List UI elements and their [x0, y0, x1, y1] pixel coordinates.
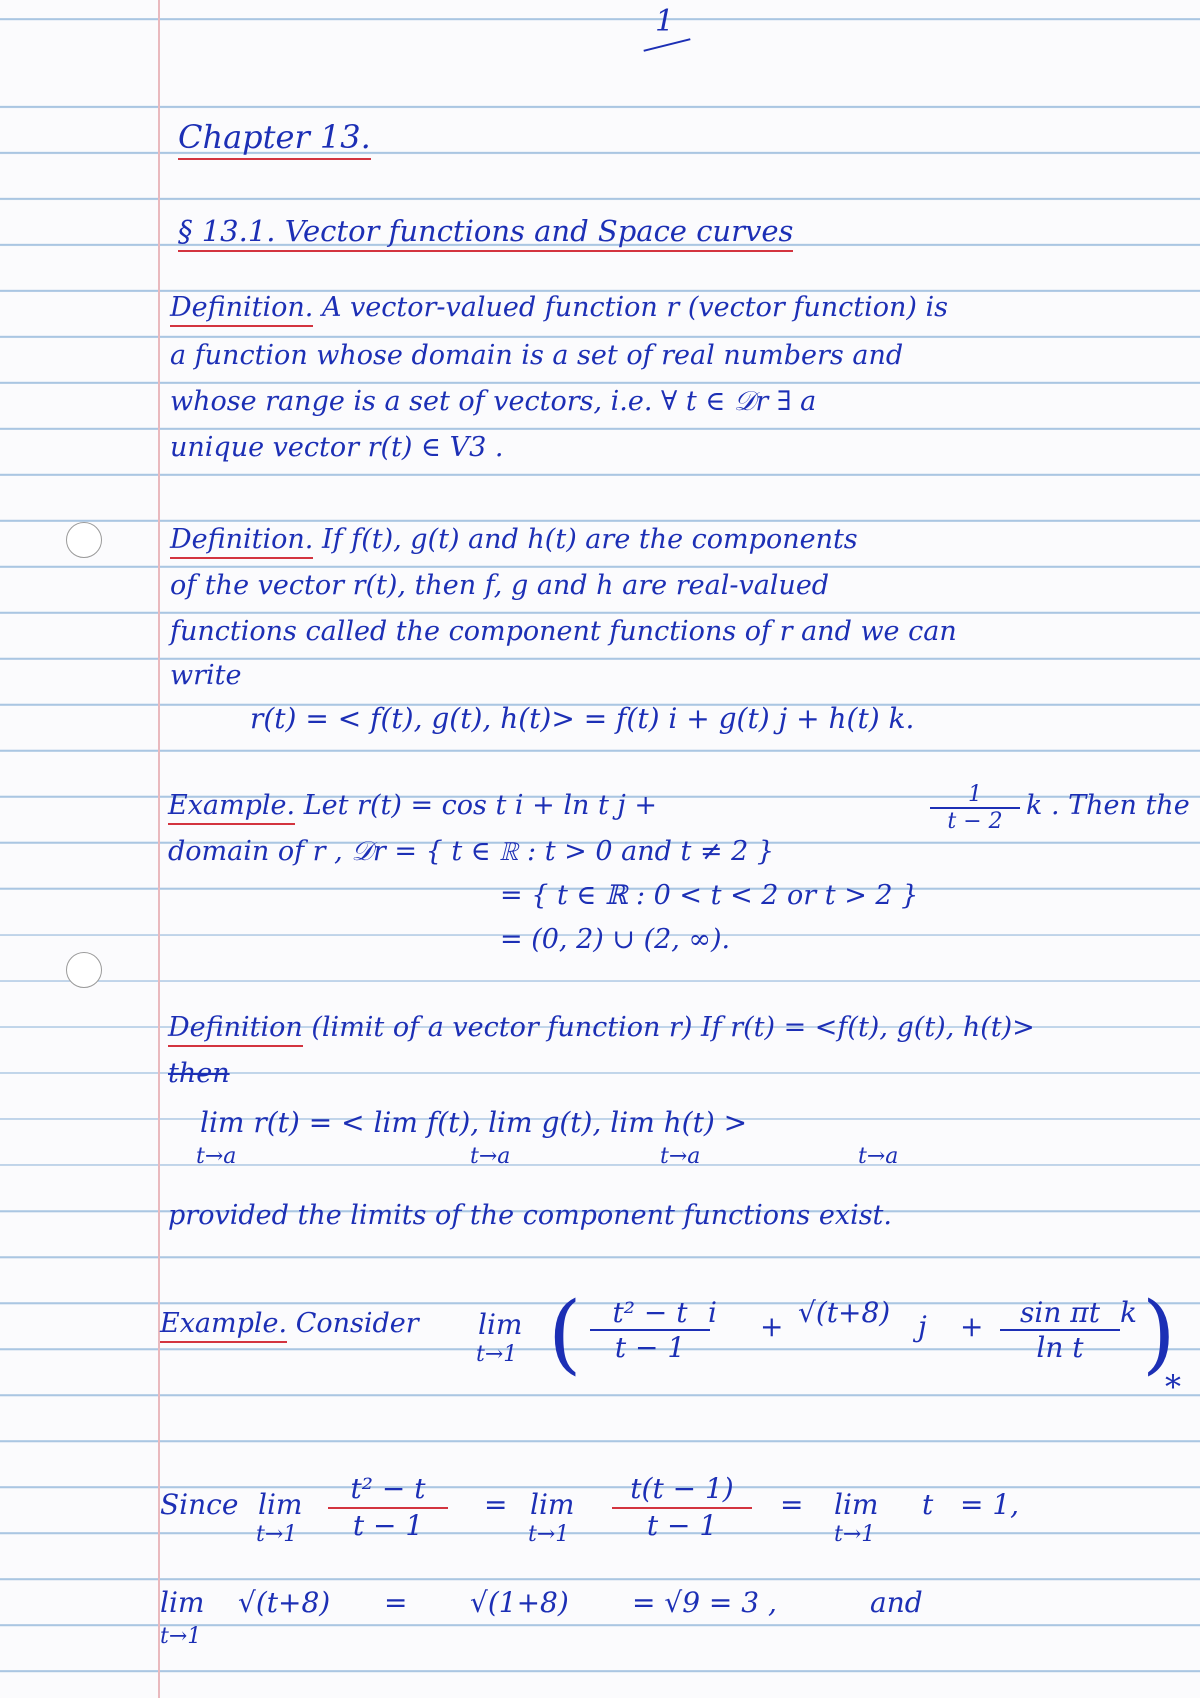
since-frac-1 [328, 1472, 448, 1542]
last-expr: √(t+8) [238, 1586, 331, 1619]
example2-term1-vec: i [708, 1296, 717, 1329]
example2-lim-sub: t→1 [476, 1342, 518, 1367]
example2-term2-vec: j [918, 1310, 927, 1343]
example1-line2: domain of r , 𝒟r = { t ∈ ℝ : t > 0 and t ≠ 2 } [168, 836, 775, 867]
definition3-then: then [168, 1058, 230, 1089]
example2-consider: Consider [295, 1308, 419, 1339]
definition3-line1 [168, 1012, 1035, 1043]
page-number-underline [643, 38, 690, 52]
margin-line [158, 0, 160, 1698]
definition1-text: A vector-valued function r (vector function) is [321, 292, 948, 323]
since-lim-3: lim [834, 1488, 879, 1521]
since-result: = 1, [960, 1488, 1020, 1521]
example2-plus-1: + [760, 1310, 784, 1343]
definition1-line3: whose range is a set of vectors, i.e. ∀ t ∈ 𝒟r ∃ a [170, 386, 817, 417]
chapter-heading [178, 118, 371, 156]
example2-lim: lim [478, 1308, 523, 1341]
definition3-formula: lim r(t) = < lim f(t), lim g(t), lim h(t) > [200, 1106, 748, 1139]
example2-label: Example. [160, 1308, 287, 1343]
since-t: t [922, 1488, 934, 1521]
definition3-heading: (limit of a vector function r) If r(t) = <f(t), g(t), h(t)> [311, 1012, 1035, 1043]
last-result: = √9 = 3 , [632, 1586, 777, 1619]
example2-term3 [1000, 1296, 1120, 1364]
last-and: and [870, 1586, 923, 1619]
since-lim-sub-2: t→1 [528, 1522, 570, 1547]
since-frac-1-den: t − 1 [352, 1509, 424, 1542]
example2-row [160, 1308, 419, 1339]
example1-label: Example. [168, 790, 295, 825]
example1-fraction-denominator: t − 2 [947, 809, 1003, 834]
example1-text-a: Let r(t) = cos t i + ln t j + [303, 790, 657, 821]
section-heading [178, 214, 793, 248]
definition2-line2: of the vector r(t), then f, g and h are real-valued [170, 570, 830, 601]
section-title: § 13.1. Vector functions and Space curves [178, 214, 793, 252]
definition2-text: If f(t), g(t) and h(t) are the components [321, 524, 858, 555]
example2-term2: √(t+8) [798, 1296, 891, 1329]
last-eq: = [384, 1586, 408, 1619]
definition3-proviso: provided the limits of the component functions exist. [168, 1200, 892, 1231]
definition3-limit-sub-3: t→a [660, 1144, 701, 1169]
since-frac-2 [612, 1472, 752, 1542]
punch-hole [66, 522, 102, 558]
since-eq-2: = [780, 1488, 804, 1521]
last-lim: lim [160, 1586, 205, 1619]
definition2-line4: write [170, 660, 242, 691]
example2-term3-den: ln t [1036, 1331, 1084, 1364]
example2-term1-num: t² − t [590, 1296, 710, 1331]
example1-fraction-numerator: 1 [930, 782, 1020, 809]
definition2-line3: functions called the component functions of r and we can [170, 616, 957, 647]
since-lim-1: lim [258, 1488, 303, 1521]
definition1-line2: a function whose domain is a set of real numbers and [170, 340, 904, 371]
since-frac-2-den: t − 1 [646, 1509, 718, 1542]
example2-star: * [1165, 1368, 1181, 1406]
example1-line4: = (0, 2) ∪ (2, ∞). [500, 924, 731, 955]
example1-fraction [930, 782, 1020, 834]
definition3-label: Definition [168, 1012, 303, 1047]
page-number: 1 [655, 4, 675, 39]
definition1-line4: unique vector r(t) ∈ V3 . [170, 432, 504, 463]
chapter-title: Chapter 13. [178, 118, 371, 160]
last-value: √(1+8) [470, 1586, 569, 1619]
example2-plus-2: + [960, 1310, 984, 1343]
since-word: Since [160, 1488, 239, 1521]
definition3-limit-sub-1: t→a [196, 1144, 237, 1169]
definition2-formula: r(t) = < f(t), g(t), h(t)> = f(t) i + g(t) j + h(t) k. [250, 702, 915, 735]
example2-term1-den: t − 1 [614, 1331, 686, 1364]
example1-line3: = { t ∈ ℝ : 0 < t < 2 or t > 2 } [500, 880, 919, 911]
example2-left-paren: ( [548, 1284, 582, 1384]
punch-hole [66, 952, 102, 988]
example2-term3-vec: k [1120, 1296, 1137, 1329]
example1-line1 [168, 790, 657, 821]
last-lim-sub: t→1 [160, 1624, 202, 1649]
since-eq-1: = [484, 1488, 508, 1521]
since-lim-2: lim [530, 1488, 575, 1521]
example2-term3-num: sin πt [1000, 1296, 1120, 1331]
definition2-label: Definition. [170, 524, 313, 559]
example2-term1 [590, 1296, 710, 1364]
example2-right-paren: ) [1142, 1284, 1176, 1384]
since-lim-sub-1: t→1 [256, 1522, 298, 1547]
definition1-label: Definition. [170, 292, 313, 327]
definition2-line1 [170, 524, 858, 555]
since-frac-1-num: t² − t [328, 1472, 448, 1509]
since-frac-2-num: t(t − 1) [612, 1472, 752, 1509]
definition1-line1 [170, 292, 948, 323]
definition3-limit-sub-2: t→a [470, 1144, 511, 1169]
example1-text-b: k . Then the [1026, 790, 1190, 821]
since-lim-sub-3: t→1 [834, 1522, 876, 1547]
definition3-limit-sub-4: t→a [858, 1144, 899, 1169]
